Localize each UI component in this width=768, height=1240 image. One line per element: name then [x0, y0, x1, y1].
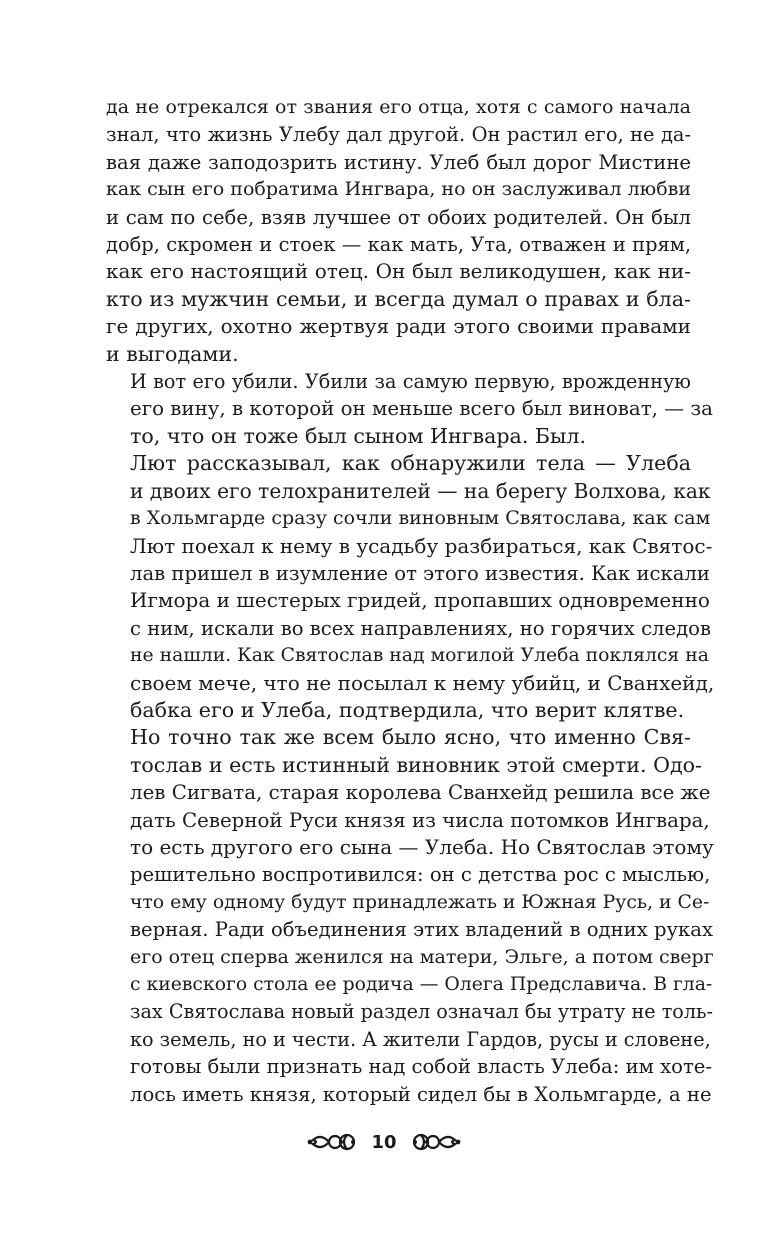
- text-line: да не отрекался от звания его отца, хотя с самого начала: [106, 96, 691, 118]
- text-line: Игмора и шестерых гридей, пропавших одновременно: [130, 588, 710, 613]
- paragraph: [106, 94, 691, 368]
- text-line: Лют поехал к нему в усадьбу разбираться, как Святос-: [130, 533, 713, 558]
- text-line: с киевского стола ее родича — Олега Предславича. В гла-: [130, 974, 713, 995]
- page-number: 10: [371, 1131, 397, 1153]
- text-line: готовы были признать над собой власть Улеба: им хоте-: [130, 1055, 712, 1079]
- text-line: дать Северной Руси князя из числа потомков Ингвара,: [130, 808, 710, 832]
- text-line: не нашли. Как Святослав над могилой Улеба поклялся на: [130, 645, 709, 667]
- ornament-right-icon: [409, 1131, 461, 1153]
- text-line: ко земель, но и чести. А жители Гардов, русы и словене,: [130, 1027, 711, 1051]
- paragraph: [106, 368, 713, 450]
- text-line: тослав и есть истинный виновник этой смерти. Одо-: [130, 752, 703, 777]
- text-line: Лют рассказывал, как обнаружили тела — Улеба: [130, 451, 691, 476]
- paragraph: [106, 724, 714, 1108]
- text-line: бабка его и Улеба, подтвердила, что верит клятве.: [130, 697, 685, 722]
- text-line: Но точно так же всем было ясно, что именно Свя-: [130, 725, 691, 750]
- text-line: И вот его убили. Убили за самую первую, врожденную: [130, 370, 691, 394]
- ornament-left-icon: [307, 1131, 359, 1153]
- text-line: добр, скромен и стоек — как мать, Ута, отважен и прям,: [106, 233, 691, 257]
- text-line: его вину, в которой он меньше всего был виноват, — за: [130, 397, 713, 421]
- text-line: то есть другого его сына — Улеба. Но Святослав этому: [130, 834, 714, 859]
- text-line: лав пришел в изумление от этого известия. Как искали: [130, 561, 710, 585]
- page-footer: [0, 1130, 768, 1154]
- text-line: и двоих его телохранителей — на берегу Волхова, как: [130, 478, 711, 503]
- text-line: ге других, охотно жертвуя ради этого своими правами: [106, 314, 691, 339]
- text-line: лев Сигвата, старая королева Сванхейд решила все же: [130, 781, 711, 805]
- text-line: и выгодами.: [106, 341, 239, 366]
- text-line: и сам по себе, взяв лучшее от обоих родителей. Он был: [106, 205, 691, 229]
- text-line: верная. Ради объединения этих владений в одних руках: [130, 918, 714, 942]
- text-line: то, что он тоже был сыном Ингвара. Был.: [130, 423, 587, 448]
- book-page-text: [106, 94, 715, 1108]
- text-line: вая даже заподозрить истину. Улеб был дорог Мистине: [106, 150, 691, 174]
- text-line: как сын его побратима Ингвара, но он заслуживал любви: [106, 178, 691, 201]
- text-line: с ним, искали во всех направлениях, но горячих следов: [130, 616, 711, 640]
- text-line: зах Святослава новый раздел означал бы утрату не толь-: [130, 1000, 713, 1024]
- text-line: лось иметь князя, который сидел бы в Хольмгарде, а не: [130, 1082, 712, 1106]
- text-line: его отец сперва женился на матери, Эльге, а потом сверг: [130, 945, 714, 968]
- text-line: решительно воспротивился: он с детства рос с мыслью,: [130, 863, 711, 887]
- text-line: что ему одному будут принадлежать и Южная Русь, и Се-: [130, 891, 710, 913]
- text-line: как его настоящий отец. Он был великодушен, как ни-: [106, 259, 691, 284]
- paragraph: [106, 450, 715, 724]
- text-line: своем мече, что не посылал к нему убийц, и Сванхейд,: [130, 670, 715, 695]
- text-line: в Хольмгарде сразу сочли виновным Святослава, как сам: [130, 507, 711, 530]
- text-line: кто из мужчин семьи, и всегда думал о правах и бла-: [106, 286, 691, 311]
- text-line: знал, что жизнь Улебу дал другой. Он растил его, не да-: [106, 123, 691, 147]
